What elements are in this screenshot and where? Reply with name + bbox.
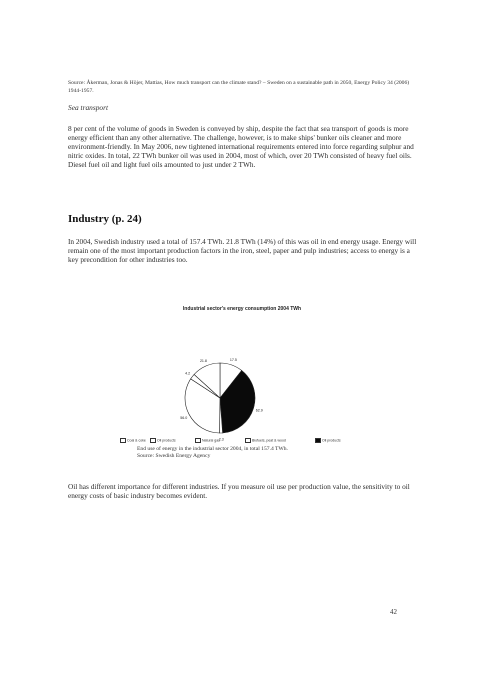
page-number: 42 (390, 608, 397, 616)
pie-label-4: 4.2 (185, 371, 191, 376)
legend-swatch-0 (120, 438, 126, 443)
legend-item-3 (245, 438, 286, 443)
industry-heading: Industry (p. 24) (68, 213, 142, 225)
legend-swatch-4 (315, 438, 321, 443)
pie-label-1: 62.9 (255, 408, 263, 413)
legend-item-4 (315, 438, 341, 443)
industry-paragraph: In 2004, Swedish industry used a total of 157.4 TWh. 21.8 TWh (14%) of this was oil in end energy usage. Energy will remain one of the most important production factors in the iron, steel, paper and pulp industries; access to energy is a key precondition for other industries too. (68, 237, 417, 264)
legend-label-2: Natural gas (202, 438, 220, 443)
chart-title: Industrial sector's energy consumption 2004 TWh (182, 306, 302, 312)
legend-item-0 (120, 438, 146, 443)
legend-label-4: Oil products (322, 438, 341, 443)
pie-label-2: 2.3 (218, 437, 224, 442)
legend-label-0: Coal & coke (127, 438, 146, 443)
legend-swatch-1 (150, 438, 156, 443)
pie-label-5: 21.8 (199, 358, 207, 363)
legend-item-2 (195, 438, 220, 443)
caption-line-2: Source: Swedish Energy Agency (137, 453, 211, 460)
legend-label-1: Oil products (157, 438, 176, 443)
sea-transport-heading: Sea transport (68, 103, 109, 112)
pie-label-0: 17.5 (229, 357, 237, 362)
legend-swatch-3 (245, 438, 251, 443)
closing-paragraph: Oil has different importance for different industries. If you measure oil use per production value, the sensitivity to oil energy costs of basic industry becomes evident. (68, 482, 410, 500)
legend-item-1 (150, 438, 176, 443)
caption-line-1: End use of energy in the industrial sector 2004, in total 157.4 TWh. (137, 446, 288, 452)
source-note: Source: Åkerman, Jonas & Höjer, Mattias, How much transport can the climate stand? – Sweden on a sustainable path in 2050, Energy Policy 34 (2006) 1944-1957. (68, 80, 410, 94)
sea-transport-paragraph: 8 per cent of the volume of goods in Sweden is conveyed by ship, despite the fact that sea transport of goods is more energy efficient than any other alternative. The challenge, however, is to make ships' bunker oils cleaner and more environment-friendly. In May 2006, new tightened international requirements entered into force regarding sulphur and nitric oxides. In total, 22 TWh bunker oil was used in 2004, most of which, over 20 TWh consisted of heavy fuel oils. Diesel fuel oil and light fuel oils amounted to just under 2 TWh. (68, 124, 414, 169)
figure-caption (137, 446, 288, 460)
legend-swatch-2 (195, 438, 201, 443)
pie-label-3: 56.0 (180, 415, 188, 420)
legend-label-3: Biofuels, peat & wood (252, 438, 286, 443)
